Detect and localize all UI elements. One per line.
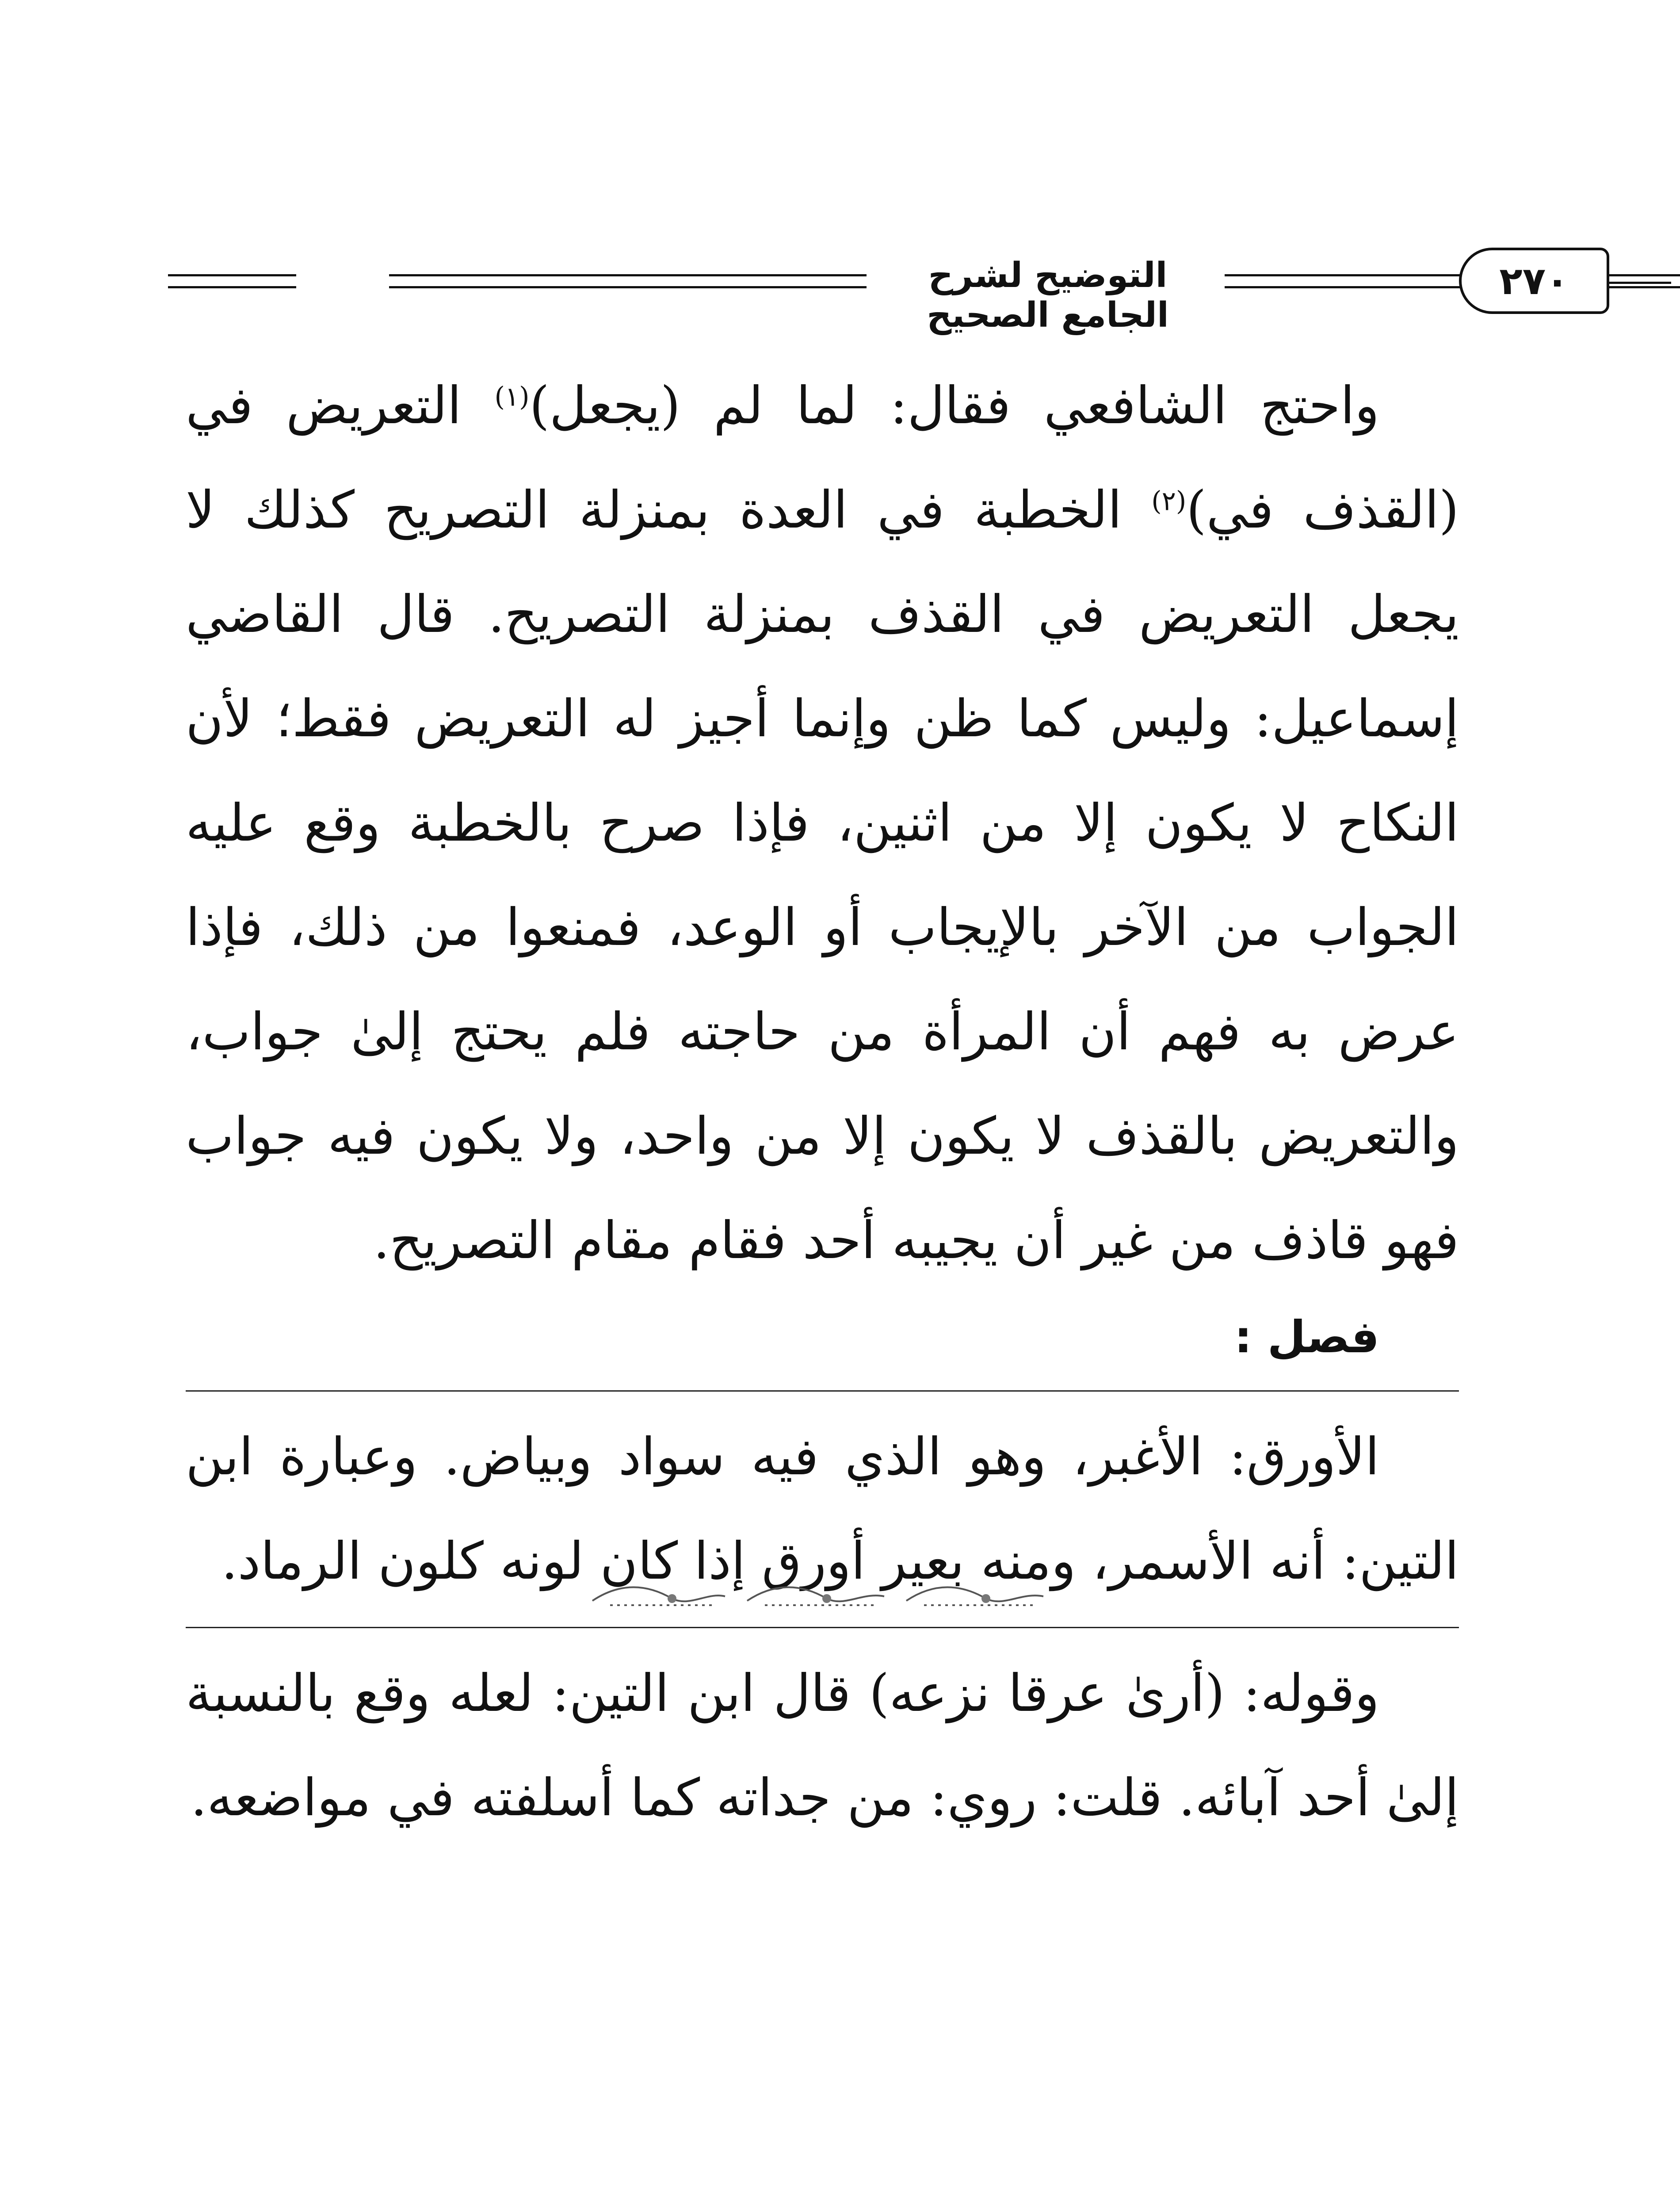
paragraph-1-part-a: واحتج الشافعي فقال: لما لم (يجعل) xyxy=(529,376,1379,436)
header-rule-middle xyxy=(389,274,867,288)
header-rule-left xyxy=(168,274,296,288)
header-rule-tail xyxy=(1609,265,1671,292)
paragraph-1-part-c: الخطبة في العدة بمنزلة التصريح كذلك لا يجعل التعريض في القذف بمنزلة التصريح. قال القاضي إسماعيل: وليس كما ظن وإنما أجيز له التعريض فقط؛ لأن النكاح لا يكون إلا من اثنين، فإذا صرح بالخطبة وقع عليه الجواب من الآخر بالإيجاب أو الوعد، فمنعوا من ذلك، فإذا عرض به فهم أن المرأة من حاجته فلم يحتج إلىٰ جواب، والتعريض بالقذف لا يكون إلا من واحد، ولا يكون فيه جواب فهو قاذف من غير أن يجيبه أحد فقام مقام التصريح. xyxy=(186,480,1459,1270)
footnote-ref-2[interactable]: (٢) xyxy=(1151,486,1187,517)
section-paragraph-1: الأورق: الأغبر، وهو الذي فيه سواد وبياض. وعبارة ابن التين: أنه الأسمر، ومنه بعير أورق إذا كان لونه كلون الرماد. xyxy=(186,1427,1459,1591)
section-heading: فصل : xyxy=(1234,1311,1379,1363)
section-divider xyxy=(186,1627,1459,1628)
page-header xyxy=(168,248,1569,335)
main-text xyxy=(186,354,1459,1850)
running-title: التوضيح لشرح الجامع الصحيح xyxy=(927,256,1169,335)
page-number: ٢٧٠ xyxy=(1459,248,1609,314)
paragraph-1 xyxy=(186,354,1459,1293)
footnote-ref-1[interactable]: (١) xyxy=(494,381,530,413)
section-divider xyxy=(186,1390,1459,1392)
section-paragraph-2: وقوله: (أرىٰ عرقا نزعه) قال ابن التين: لعله وقع بالنسبة إلىٰ أحد آبائه. قلت: روي: من جداته كما أسلفته في مواضعه. xyxy=(186,1664,1459,1828)
paragraph-1-part-b: التعريض في (القذف في) xyxy=(186,376,1459,540)
ornament-divider xyxy=(584,1574,1052,1618)
